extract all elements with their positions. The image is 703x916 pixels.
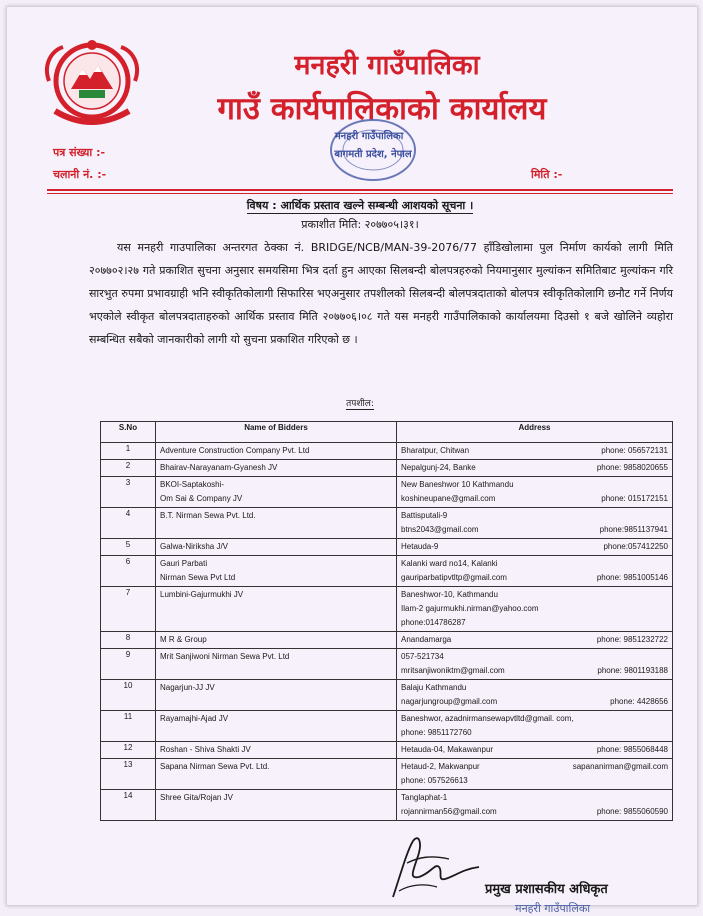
address-line [401,760,668,774]
address-line [401,664,668,678]
address-text: Hetaud-2, Makwanpur [401,762,480,771]
bidder-name: BKOI-Saptakoshi- [160,480,225,489]
bidder-name-cell [156,460,397,477]
bidder-sno: 11 [101,711,156,742]
bidder-name-cell [156,443,397,460]
address-phone: phone: 9851232722 [596,635,668,644]
table-row [101,556,673,587]
header-divider-thin [47,193,673,194]
bidder-name: Roshan - Shiva Shakti JV [160,745,251,754]
bidder-sno: 3 [101,477,156,508]
nepal-emblem-logo [41,35,143,127]
bidder-address-cell [397,649,673,680]
address-line [401,557,668,571]
officer-signature [379,833,499,903]
bidder-sno: 1 [101,443,156,460]
bidder-name: Nagarjun-JJ JV [160,683,215,692]
address-text: rojannirman56@gmail.com [401,807,497,816]
bidder-name: Rayamajhi-Ajad JV [160,714,229,723]
address-line [401,633,668,647]
bidder-sno: 13 [101,759,156,790]
bidder-address-cell [397,711,673,742]
address-text: btns2043@gmail.com [401,525,479,534]
stamp-line-1: मनहरी गाउँपालिका [334,131,404,142]
notice-subject [47,198,673,213]
partial-stamp-text: मनहरी गाउँपालिका [515,902,591,915]
bidder-address-cell [397,477,673,508]
details-label: तपशील: [346,399,374,409]
address-line [401,650,668,664]
bidder-sno: 12 [101,742,156,759]
bidder-address-cell [397,759,673,790]
address-line [401,602,668,616]
table-row [101,477,673,508]
bidder-address-cell [397,556,673,587]
bidder-name: Galwa-Niriksha J/V [160,542,229,551]
address-text: Baneshwor, azadnirmansewapvtltd@gmail. com, [401,714,574,723]
address-text: Battisputali-9 [401,511,448,520]
bidder-name: Adventure Construction Company Pvt. Ltd [160,446,310,455]
dispatch-number-label: चलानी नं. :- [53,168,107,181]
address-text: gauriparbatipvtltp@gmail.com [401,573,507,582]
bidder-name: M R & Group [160,635,207,644]
table-row [101,460,673,477]
address-line [401,461,668,475]
bidder-address-cell [397,508,673,539]
bidder-name: Nirman Sewa Pvt Ltd [160,573,236,582]
address-phone: phone: 9855060590 [596,807,668,816]
address-text: phone: 057526613 [401,776,468,785]
bidder-sno: 14 [101,790,156,821]
address-line [401,523,668,537]
bidder-sno: 10 [101,680,156,711]
table-row [101,632,673,649]
header-divider [47,189,673,191]
bidder-name: Lumbini-Gajurmukhi JV [160,590,244,599]
address-text: mritsanjiwoniktm@gmail.com [401,666,505,675]
address-text: Bharatpur, Chitwan [401,446,470,455]
address-line [401,540,668,554]
bidder-address-cell [397,680,673,711]
details-heading [47,396,673,409]
table-row [101,711,673,742]
address-text: phone:014786287 [401,618,466,627]
address-phone: phone: 015172151 [601,494,668,503]
address-text: Baneshwor-10, Kathmandu [401,590,498,599]
table-row [101,443,673,460]
subject-text: विषय : आर्थिक प्रस्ताव खल्ने सम्बन्धी आशयको सूचना । [246,199,474,212]
bidder-name: B.T. Nirman Sewa Pvt. Ltd. [160,511,256,520]
reference-number-label: पत्र संख्या :- [53,146,106,159]
bidder-name-cell [156,759,397,790]
office-stamp [303,117,443,183]
bidder-sno: 4 [101,508,156,539]
table-row [101,759,673,790]
address-line [401,681,668,695]
address-phone: phone: 9851005146 [596,573,668,582]
bidder-address-cell [397,632,673,649]
address-phone: sapananirman@gmail.com [572,762,668,771]
address-line [401,509,668,523]
table-row [101,790,673,821]
bidder-sno: 2 [101,460,156,477]
address-line [401,743,668,757]
table-row [101,587,673,632]
bidder-address-cell [397,460,673,477]
address-line [401,695,668,709]
address-header: Address [397,422,673,443]
address-phone: phone: 9855068448 [596,745,668,754]
address-text: New Baneshwor 10 Kathmandu [401,480,514,489]
address-line [401,571,668,585]
bidder-sno: 5 [101,539,156,556]
address-line [401,791,668,805]
bidder-address-cell [397,742,673,759]
bidder-address-cell [397,790,673,821]
bidder-address-cell [397,587,673,632]
bidder-name-cell [156,477,397,508]
bidder-name-cell [156,649,397,680]
table-row [101,680,673,711]
address-text: Anandamarga [401,635,452,644]
address-text: nagarjungroup@gmail.com [401,697,498,706]
address-line [401,616,668,630]
office-title: गाउँ कार्यपालिकाको कार्यालय [217,91,547,127]
address-phone: phone: 4428656 [610,697,668,706]
bidder-sno: 6 [101,556,156,587]
sno-header: S.No [101,422,156,443]
address-phone: phone:057412250 [603,542,668,551]
address-text: phone: 9851172760 [401,728,472,737]
address-line [401,726,668,740]
municipality-title: मनहरी गाउँपालिका [294,50,480,81]
bidder-name-cell [156,539,397,556]
address-text: Hetauda-04, Makawanpur [401,745,494,754]
bidder-sno: 8 [101,632,156,649]
bidder-name: Om Sai & Company JV [160,494,243,503]
address-text: Balaju Kathmandu [401,683,467,692]
address-text: koshineupane@gmail.com [401,494,496,503]
bidder-name: Bhairav-Narayanam-Gyanesh JV [160,463,278,472]
bidder-name-header: Name of Bidders [156,422,397,443]
address-text: Kalanki ward no14, Kalanki [401,559,498,568]
bidders-table [100,421,673,821]
address-text: Nepalgunj-24, Banke [401,463,476,472]
address-text: Tanglaphat-1 [401,793,448,802]
bidder-name-cell [156,508,397,539]
address-phone: phone: 9858020655 [596,463,668,472]
bidder-sno: 7 [101,587,156,632]
address-phone: phone: 056572131 [601,446,668,455]
bidder-name-cell [156,556,397,587]
table-row [101,649,673,680]
notice-page [6,6,698,915]
address-line [401,478,668,492]
bidder-name-cell [156,587,397,632]
bidder-name-cell [156,711,397,742]
notice-body: यस मनहरी गाउपालिका अन्तरगत ठेक्का नं. BRIDGE/NCB/MAN-39-2076/77 हाँडिखोलामा पुल निर्माण कार्यको लागी मिति २०७७०२।२७ गते प्रकाशित सुचना अनुसार समयसिमा भित्र दर्ता हुन आएका सिलबन्दी बोलपत्रहरुको नियमानुसार मुल्यांकन समितिबाट मुल्यांकन गरि सारभुत रुपमा प्रभावग्राही भनि स्वीकृतिकोलागी सिफारिस भएअनुसार तपशीलको सिलबन्दी बोलपत्रदाताको बोलपत्र स्वीकृतिकोलागि छनौट गर्ने निर्णय भएकोले स्वीकृत बोलपत्रदाताहरुको आर्थिक प्रस्ताव मिति २०७७०६।०८ गते यस मनहरी गाउँपालिकाको कार्यालयमा दिउसो १ बजे खोलिने व्यहोरा सम्बन्धित सबैको जानकारीको लागी यो सुचना प्रकाशित गरिएको छ । [89,241,673,346]
address-line [401,712,668,726]
date-label: मिति :- [531,168,563,181]
table-header-row [101,422,673,443]
bidder-name: Gauri Parbati [160,559,208,568]
address-text: 057-521734 [401,652,444,661]
bidder-sno: 9 [101,649,156,680]
address-line [401,588,668,602]
stamp-line-2: बागमती प्रदेश, नेपाल [334,149,412,160]
address-phone: phone:9851137941 [599,525,668,534]
bidders-table-body [101,443,673,821]
address-line [401,492,668,506]
bidder-name-cell [156,742,397,759]
table-row [101,539,673,556]
published-date: प्रकाशीत मिति: २०७७०५।३१। [301,218,419,231]
bidder-address-cell [397,539,673,556]
address-line [401,805,668,819]
bidder-name: Sapana Nirman Sewa Pvt. Ltd. [160,762,270,771]
table-row [101,508,673,539]
officer-title: प्रमुख प्रशासकीय अधिकृत [485,882,608,897]
bidder-name-cell [156,790,397,821]
address-line [401,444,668,458]
bidder-name: Shree Gita/Rojan JV [160,793,233,802]
address-text: Hetauda-9 [401,542,439,551]
bidder-name: Mrit Sanjiwoni Nirman Sewa Pvt. Ltd [160,652,290,661]
table-row [101,742,673,759]
bidder-address-cell [397,443,673,460]
address-phone: phone: 9801193188 [597,666,668,675]
address-line [401,774,668,788]
bidder-name-cell [156,680,397,711]
address-text: Ilam-2 gajurmukhi.nirman@yahoo.com [401,604,539,613]
bidder-name-cell [156,632,397,649]
